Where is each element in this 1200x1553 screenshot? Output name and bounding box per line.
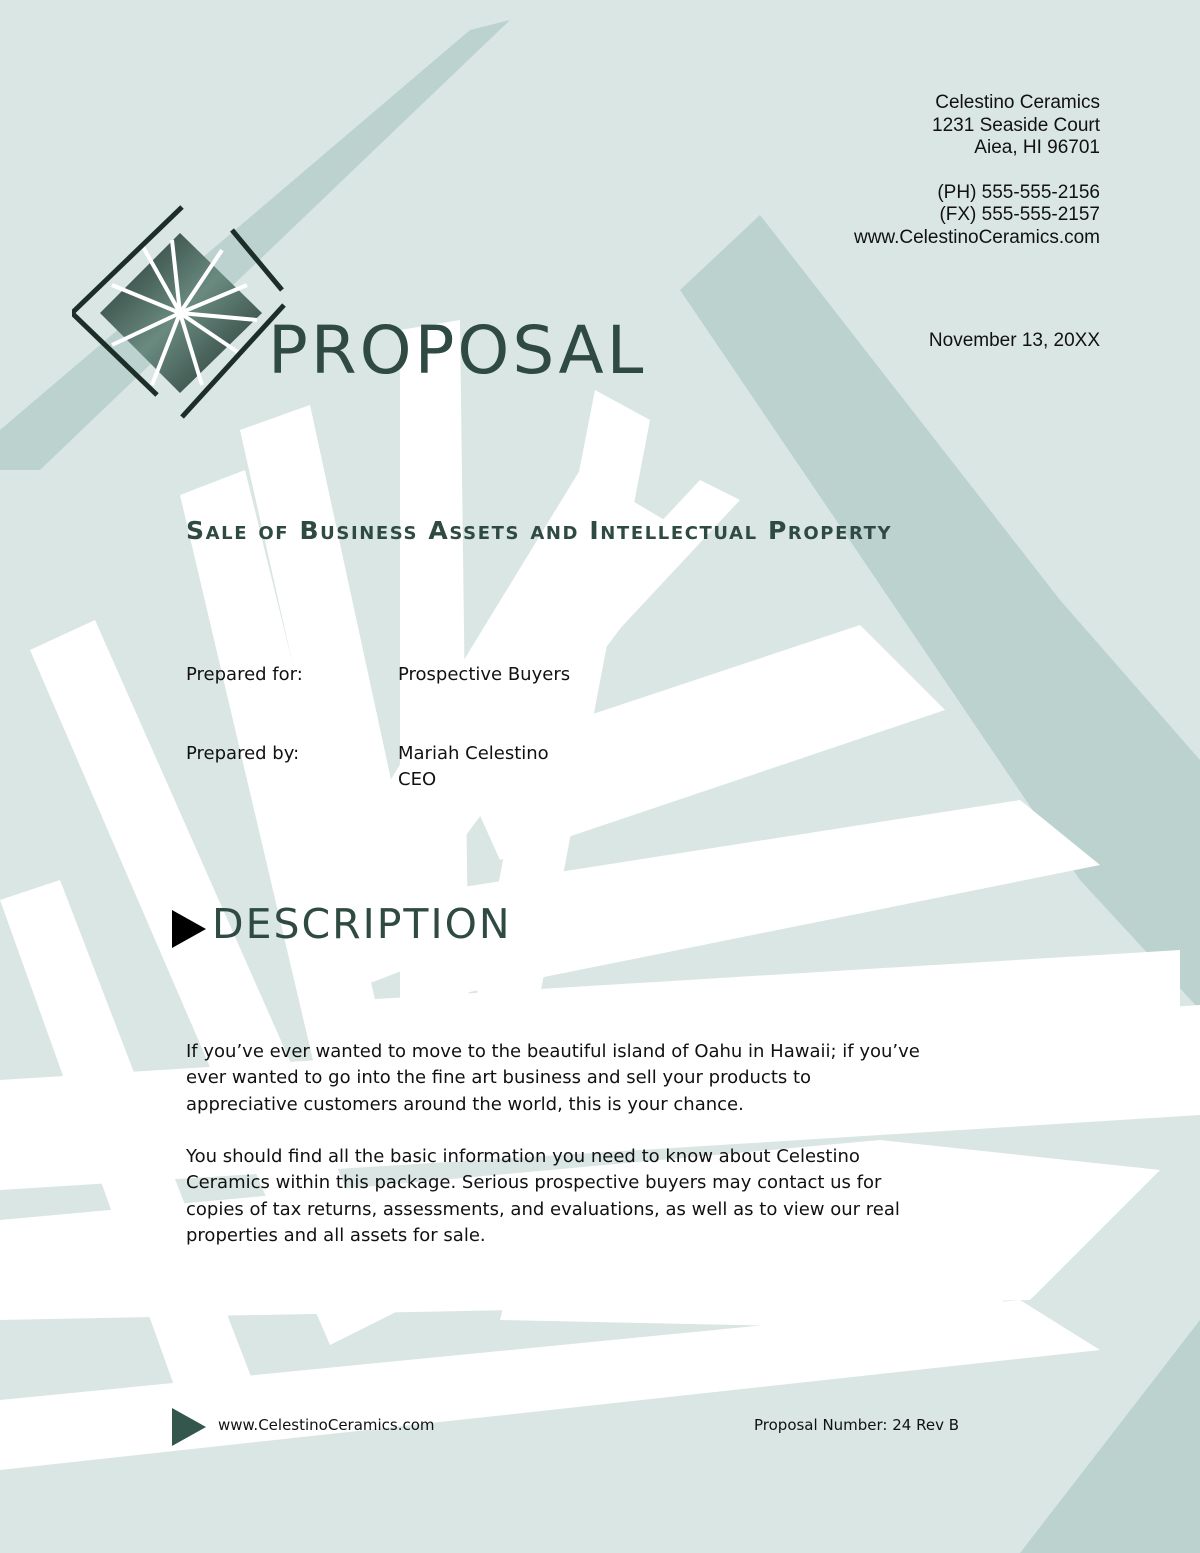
company-contact-block [854,92,1100,249]
proposal-subtitle: Sale of Business Assets and Intellectual Property [186,516,893,545]
company-name: Celestino Ceramics [935,92,1100,113]
description-paragraph-1: If you’ve ever wanted to move to the beautiful island of Oahu in Hawaii; if you’ve ever wanted to go into the fine art business and sell your products to appreciative customers around the world, this is your chance. [186,1041,920,1115]
footer-triangle-arrow-icon [172,1408,206,1446]
prepared-for-label: Prepared for: [186,664,303,685]
company-address-line2: Aiea, HI 96701 [974,137,1100,158]
footer-website[interactable]: www.CelestinoCeramics.com [218,1416,435,1434]
company-phone: (PH) 555-555-2156 [937,181,1100,203]
prepared-for-value: Prospective Buyers [398,664,571,685]
prepared-by-label: Prepared by: [186,743,300,764]
description-heading: DESCRIPTION [212,900,512,948]
company-address-line1: 1231 Seaside Court [932,114,1100,136]
prepared-by-title: CEO [398,769,437,790]
description-paragraph-2: You should find all the basic information you need to know about Celestino Ceramics within this package. Serious prospective buyers may contact us for copies of tax returns, assessments, and evaluations, as well as to view our real properties and all assets for sale. [186,1146,900,1246]
triangle-arrow-icon [172,910,206,948]
footer-proposal-number: Proposal Number: 24 Rev B [754,1416,960,1434]
company-website: www.CelestinoCeramics.com [853,226,1100,248]
proposal-title: PROPOSAL [268,312,647,389]
company-fax: (FX) 555-555-2157 [939,204,1100,225]
prepared-by-name: Mariah Celestino [398,743,549,764]
diamond-starburst-logo [72,205,292,420]
proposal-date: November 13, 20XX [928,330,1100,351]
